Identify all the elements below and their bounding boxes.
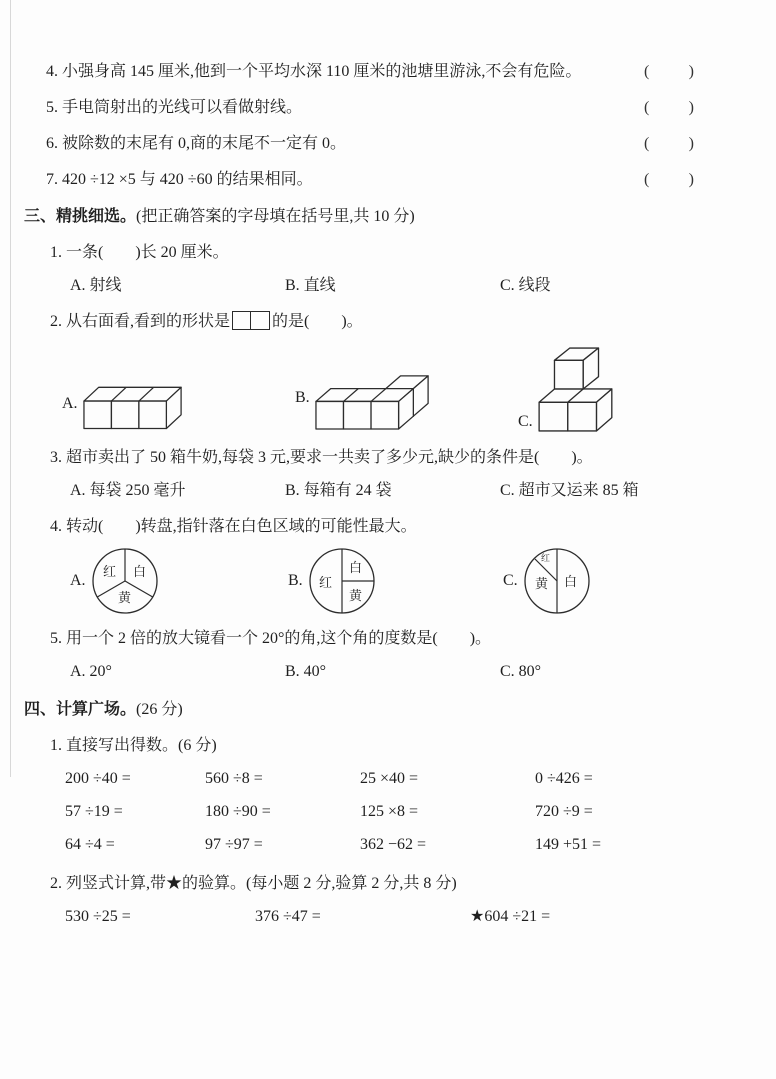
section-4-points: (26 分) bbox=[136, 701, 183, 718]
paren-open: ( bbox=[644, 135, 650, 152]
figure-letter-b: B. bbox=[295, 388, 310, 406]
two-squares-icon bbox=[232, 311, 270, 341]
figure-letter-c: C. bbox=[518, 413, 533, 430]
judge-question-6 bbox=[46, 134, 694, 154]
spinner-a-yellow-label: 黄 bbox=[117, 590, 131, 605]
choice-q3-options bbox=[46, 480, 694, 502]
judge-question-text: 6. 被除数的末尾有 0,商的末尾不一定有 0。 bbox=[46, 135, 347, 152]
calc-problem: 180 ÷90 = bbox=[205, 803, 271, 820]
calc-problem: 149 +51 = bbox=[535, 836, 602, 853]
section-3-header bbox=[24, 206, 694, 228]
spinner-b-white-label: 白 bbox=[348, 560, 362, 575]
cubes-row-of-3-icon bbox=[82, 375, 186, 433]
choice-q2-figures bbox=[46, 347, 694, 433]
answer-paren-slot bbox=[644, 170, 694, 190]
figure-option-a bbox=[62, 375, 295, 433]
spinner-a-white-label: 白 bbox=[132, 564, 146, 579]
paren-close: ) bbox=[688, 63, 694, 80]
paren-close: ) bbox=[688, 99, 694, 116]
spinner-three-equal-icon bbox=[90, 546, 160, 616]
calc-problem: 200 ÷40 = bbox=[65, 770, 131, 787]
spinner-c-white-label: 白 bbox=[563, 574, 577, 589]
spinner-a-red-label: 红 bbox=[102, 564, 116, 579]
option-b: B. 每箱有 24 袋 bbox=[285, 482, 392, 499]
choice-q4-text: 4. 转动( )转盘,指针落在白色区域的可能性最大。 bbox=[50, 518, 417, 535]
spinner-option-b bbox=[288, 546, 503, 616]
calc-vertical-label: 2. 列竖式计算,带★的验算。(每小题 2 分,验算 2 分,共 8 分) bbox=[50, 875, 457, 892]
paren-open: ( bbox=[644, 63, 650, 80]
spinner-letter-a: A. bbox=[70, 572, 86, 589]
choice-q5-options bbox=[46, 661, 694, 683]
calc-problem: 376 ÷47 = bbox=[255, 908, 321, 925]
section-3-subtitle: (把正确答案的字母填在括号里,共 10 分) bbox=[136, 208, 415, 225]
choice-q1-options bbox=[46, 275, 694, 297]
option-a: A. 射线 bbox=[70, 277, 122, 294]
figure-letter-a: A. bbox=[62, 395, 78, 412]
spinner-b-red-label: 红 bbox=[318, 575, 332, 590]
spinner-c-yellow-label: 黄 bbox=[534, 576, 548, 591]
option-c: C. 80° bbox=[500, 663, 542, 680]
option-b: B. 40° bbox=[285, 663, 327, 680]
choice-q2-text-after: 的是( )。 bbox=[272, 313, 363, 330]
calc-problem: 0 ÷426 = bbox=[535, 770, 593, 787]
section-4-title: 四、计算广场。 bbox=[24, 701, 137, 718]
spinner-b-yellow-label: 黄 bbox=[348, 588, 362, 603]
choice-q2-text-before: 2. 从右面看,看到的形状是 bbox=[50, 313, 231, 330]
spinner-small-red-wedge-icon bbox=[522, 546, 592, 616]
calc-problem: 530 ÷25 = bbox=[65, 908, 131, 925]
judge-question-text: 4. 小强身高 145 厘米,他到一个平均水深 110 厘米的池塘里游泳,不会有危险。 bbox=[46, 63, 582, 80]
figure-option-b bbox=[295, 362, 518, 433]
judge-question-5 bbox=[46, 98, 694, 118]
calc-problem: 97 ÷97 = bbox=[205, 836, 263, 853]
option-c: C. 线段 bbox=[500, 277, 551, 294]
cubes-two-plus-one-top-icon bbox=[537, 347, 617, 433]
answer-paren-slot bbox=[644, 98, 694, 118]
spinner-half-split-icon bbox=[307, 546, 377, 616]
choice-q3-text: 3. 超市卖出了 50 箱牛奶,每袋 3 元,要求一共卖了多少元,缺少的条件是( )。 bbox=[50, 449, 593, 466]
paren-open: ( bbox=[644, 171, 650, 188]
calc-problem: 560 ÷8 = bbox=[205, 770, 263, 787]
calc-problem: 64 ÷4 = bbox=[65, 836, 115, 853]
calc-problem: 57 ÷19 = bbox=[65, 803, 123, 820]
choice-q2-text bbox=[46, 311, 694, 341]
figure-option-c bbox=[518, 347, 694, 433]
paren-close: ) bbox=[688, 171, 694, 188]
choice-q5-text: 5. 用一个 2 倍的放大镜看一个 20°的角,这个角的度数是( )。 bbox=[50, 630, 492, 647]
option-b: B. 直线 bbox=[285, 277, 336, 294]
choice-q4-spinners bbox=[46, 546, 694, 616]
option-c: C. 超市又运来 85 箱 bbox=[500, 482, 639, 499]
answer-paren-slot bbox=[644, 134, 694, 154]
paren-open: ( bbox=[644, 99, 650, 116]
judge-question-4 bbox=[46, 62, 694, 82]
judge-question-text: 5. 手电筒射出的光线可以看做射线。 bbox=[46, 99, 303, 116]
calc-direct-label: 1. 直接写出得数。(6 分) bbox=[50, 737, 217, 754]
calc-problem: 125 ×8 = bbox=[360, 803, 419, 820]
spinner-c-red-label: 红 bbox=[540, 553, 550, 563]
spinner-option-a bbox=[70, 546, 288, 616]
section-4-header bbox=[24, 699, 694, 721]
calc-problem-starred: ★604 ÷21 = bbox=[470, 908, 551, 925]
choice-q1-text: 1. 一条( )长 20 厘米。 bbox=[50, 244, 229, 261]
paren-close: ) bbox=[688, 135, 694, 152]
judge-question-text: 7. 420 ÷12 ×5 与 420 ÷60 的结果相同。 bbox=[46, 171, 313, 188]
option-a: A. 20° bbox=[70, 663, 112, 680]
calc-vertical-grid bbox=[46, 907, 694, 927]
calc-problem: 720 ÷9 = bbox=[535, 803, 593, 820]
spinner-letter-b: B. bbox=[288, 572, 303, 589]
spinner-option-c bbox=[503, 546, 694, 616]
cubes-row-of-3-plus-back-icon bbox=[314, 362, 434, 433]
judge-question-7 bbox=[46, 170, 694, 190]
scan-left-border-line bbox=[10, 0, 11, 777]
section-3-title: 三、精挑细选。 bbox=[24, 208, 137, 225]
calc-problem: 362 −62 = bbox=[360, 836, 427, 853]
calc-direct-grid bbox=[46, 769, 694, 855]
calc-problem: 25 ×40 = bbox=[360, 770, 419, 787]
option-a: A. 每袋 250 毫升 bbox=[70, 482, 186, 499]
spinner-letter-c: C. bbox=[503, 572, 518, 589]
answer-paren-slot bbox=[644, 62, 694, 82]
